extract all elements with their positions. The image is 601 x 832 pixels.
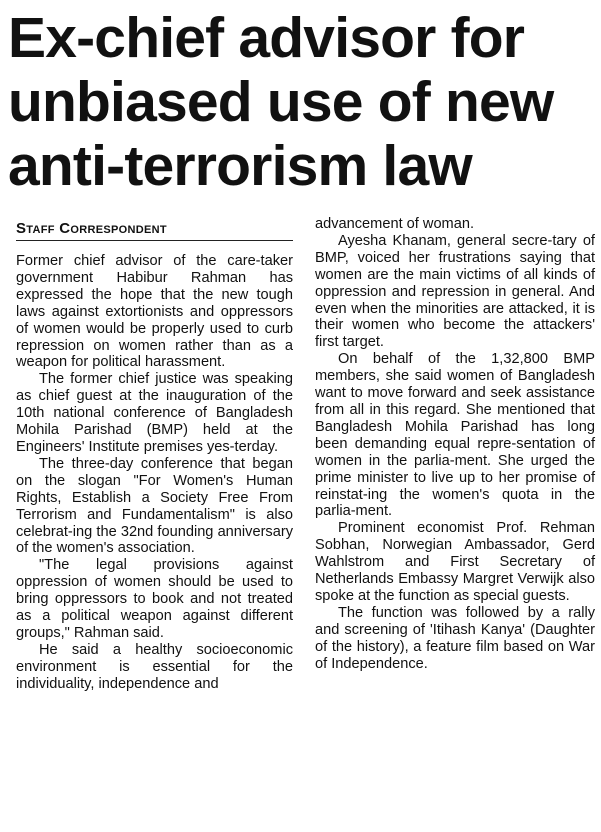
article-paragraph: Ayesha Khanam, general secre-tary of BMP, voiced her frustrations saying that women are the main victims of all kinds of oppression and repression in general. And even when the minorities are attacked, it is their women who become the attackers' first target. (315, 232, 595, 351)
headline-line: anti-terrorism law (8, 134, 472, 198)
article-paragraph: The three-day conference that began on the slogan "For Women's Human Rights, Establish a Society Free From Terrorism and Fundamentalism" is also celebrat-ing the 32nd founding anniversary of the women's association. (16, 455, 293, 557)
article-paragraph: Prominent economist Prof. Rehman Sobhan, Norwegian Ambassador, Gerd Wahlstrom and First Secretary of Netherlands Embassy Margret Verwijk also spoke at the function as special guests. (315, 520, 595, 604)
headline-line: Ex-chief advisor for (8, 6, 525, 70)
article-paragraph: Former chief advisor of the care-taker government Habibur Rahman has expressed the hope that the new tough laws against extortionists and oppressors of women would be properly used to curb repression on women rather than as a weapon for political harassment. (16, 253, 293, 371)
article-paragraph: The function was followed by a rally and screening of 'Itihash Kanya' (Daughter of the history), a feature film based on War of Independence. (315, 604, 595, 672)
article-paragraph: The former chief justice was speaking as chief guest at the inauguration of the 10th national conference of Bangladesh Mohila Parishad (BMP) held at the Engineers' Institute premises yes-terday. (16, 371, 293, 455)
article-column-right (315, 216, 595, 672)
article-paragraph: He said a healthy socioeconomic environment is essential for the individuality, independence and (16, 641, 293, 692)
byline: Staff Correspondent (16, 220, 293, 241)
article-paragraph: "The legal provisions against oppression of women should be used to bring oppressors to book and not treated as a political weapon against different groups," Rahman said. (16, 557, 293, 641)
headline (8, 6, 593, 198)
article-paragraph: advancement of woman. (315, 216, 474, 232)
article-column-left (16, 220, 293, 693)
headline-line: unbiased use of new (8, 70, 554, 134)
article-paragraph: On behalf of the 1,32,800 BMP members, she said women of Bangladesh want to move forward and seek assistance from all in this regard. She mentioned that Bangladesh Mohila Parishad has long been demanding equal repre-sentation of women in the parlia-ment. She urged the prime minister to live up to her promise of reinstat-ing the women's quota in the parlia-ment. (315, 351, 595, 520)
